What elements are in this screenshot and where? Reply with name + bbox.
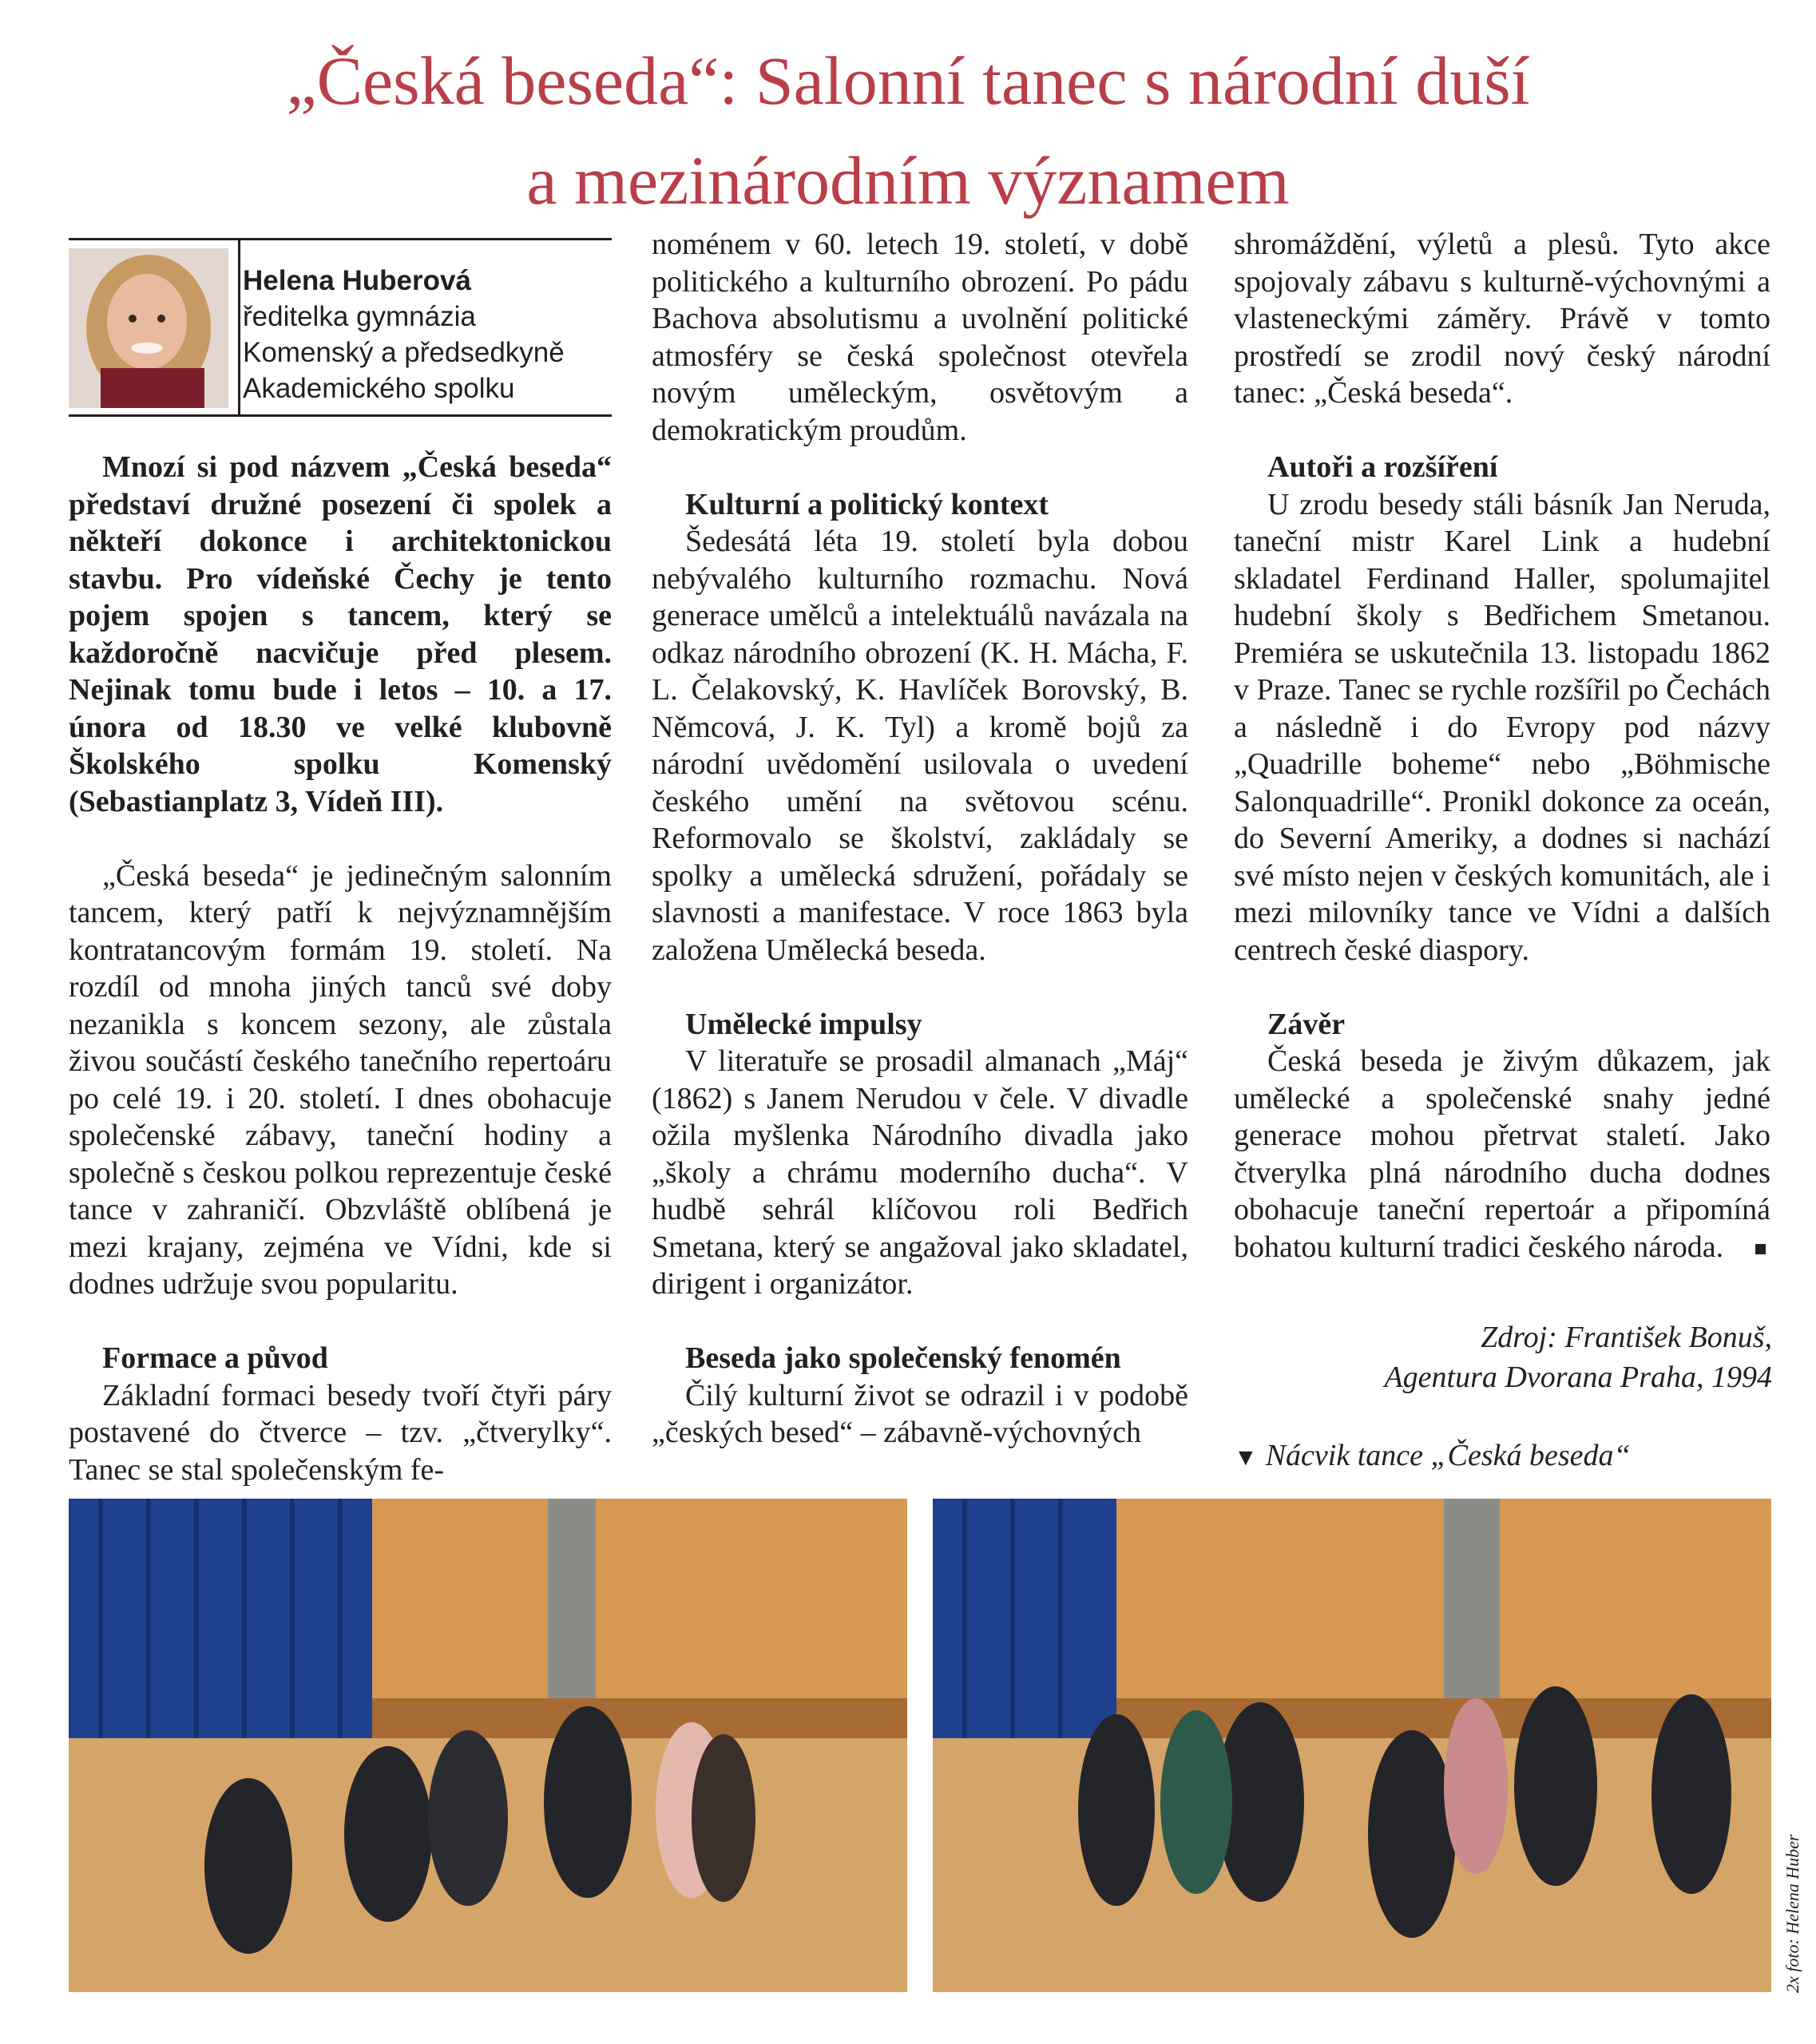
author-role-line: Komenský a předsedkyně xyxy=(243,337,565,368)
headline-line-2: a mezinárodním významem xyxy=(526,142,1290,219)
photo-credit: 2x foto: Helena Huber xyxy=(1782,1834,1802,1993)
lead-paragraph: Mnozí si pod názvem „Česká beseda“ představí družné posezení či spolek a někteří dokonce i architektonickou stavbu. Pro vídeňské Čechy je tento pojem spojen s tancem, který se každoročně nacvičuje před plesem. Nejinak tomu bude i letos – 10. a 17. února od 18.30 ve velké klubovně Školského spolku Komenský (Sebastianplatz 3, Vídeň III). xyxy=(69,450,612,818)
source-line: Agentura Dvorana Praha, 1994 xyxy=(1384,1361,1772,1394)
author-portrait xyxy=(69,248,228,408)
section-heading: Formace a původ xyxy=(102,1341,328,1375)
author-divider xyxy=(238,240,240,414)
body-paragraph: Čilý kulturní život se odrazil i v podobě „českých besed“ – zábavně-výchovných xyxy=(652,1378,1188,1449)
author-name: Helena Huberová xyxy=(243,265,471,296)
body-paragraph: Základní formaci besedy tvoří čtyři páry postavené do čtverce – tzv. „čtverylky“. Tanec se stal společenským fe- xyxy=(69,1378,612,1487)
section-heading: Beseda jako společenský fenomén xyxy=(685,1341,1121,1375)
section-heading: Umělecké impulsy xyxy=(685,1007,922,1041)
end-mark-icon xyxy=(1755,1244,1766,1254)
source-note xyxy=(1384,1317,1772,1397)
caption-text: Nácvik tance „Česká beseda“ xyxy=(1265,1439,1631,1472)
body-paragraph: „Česká beseda“ je jedinečným salonním tancem, který patří k nejvýznamnějším kontratancovým formám 19. století. Na rozdíl od mnoha jiných tanců své doby nezanikla s koncem sezony, ale zůstala živou součástí českého tanečního repertoáru po celé 19. i 20. století. I dnes obohacuje společenské zábavy, taneční hodiny a společně s českou polkou reprezentuje české tance v zahraničí. Obzvláště oblíbená je mezi krajany, zejména ve Vídni, kde si dodnes udržuje svou popularitu. xyxy=(69,858,612,1301)
body-paragraph: V literatuře se prosadil almanach „Máj“ (1862) s Janem Nerudou v čele. V divadle ožila myšlenka Národního divadla jako „školy a chrámu moderního ducha“. V hudbě sehrál klíčovou roli Bedřich Smetana, který se angažoval jako skladatel, dirigent i organizátor. xyxy=(652,1044,1188,1301)
article-column-3 xyxy=(1234,226,1770,1266)
section-heading: Autoři a rozšíření xyxy=(1267,450,1498,484)
closing-text: Česká beseda je živým důkazem, jak umělecké a společenské snahy jedné generace mohou přetrvat staletí. Jako čtverylka plná národního ducha dodnes obohacuje taneční repertoár a připomíná bohatou kulturní tradici českého národa. xyxy=(1234,1044,1770,1264)
author-box xyxy=(69,238,612,417)
body-paragraph: shromáždění, výletů a plesů. Tyto akce spojovaly zábavu s kulturně-výchovnými a vlasteneckými záměry. Právě v tomto prostředí se zrodil nový český národní tanec: „Česká beseda“. xyxy=(1234,228,1770,410)
author-role-line: Akademického spolku xyxy=(243,373,515,404)
photo-caption xyxy=(1234,1437,1631,1476)
body-paragraph: noménem v 60. letech 19. století, v době politického a kulturního obrození. Po pádu Bachova absolutismu a uvolnění politické atmosféry se česká společnost otevřela novým uměleckým, osvětovým a demokratickým proudům. xyxy=(652,228,1188,447)
author-info xyxy=(243,263,565,406)
article-column-1 xyxy=(69,449,612,1488)
dance-photo-left xyxy=(69,1499,907,1992)
body-paragraph: Šedesátá léta 19. století byla dobou nebývalého kulturního rozmachu. Nová generace umělců a intelektuálů navázala na odkaz národního obrození (K. H. Mácha, F. L. Čelakovský, K. Havlíček Borovský, B. Němcová, J. K. Tyl) a kromě bojů za národní uvědomění usilovala o uvedení českého umění na světovou scénu. Reformovalo se školství, zakládaly se spolky a umělecká sdružení, pořádaly se slavnosti a manifestace. V roce 1863 byla založena Umělecká beseda. xyxy=(652,525,1188,967)
closing-paragraph xyxy=(1234,1043,1770,1266)
source-line: Zdroj: František Bonuš, xyxy=(1481,1321,1772,1354)
author-role-line: ředitelka gymnázia xyxy=(243,301,476,332)
body-paragraph: U zrodu besedy stáli básník Jan Neruda, taneční mistr Karel Link a hudební skladatel Ferdinand Haller, spolumajitel hudební školy s Bedřichem Smetanou. Premiéra se uskutečnila 13. listopadu 1862 v Praze. Tanec se rychle rozšířil po Čechách a následně i do Evropy pod názvy „Quadrille boheme“ nebo „Böhmische Salonquadrille“. Pronikl dokonce za oceán, do Severní Ameriky, a dodnes si nachází své místo nejen v českých komunitách, ale i mezi milovníky tance ve Vídni a dalších centrech české diaspory. xyxy=(1234,487,1770,967)
article-column-2 xyxy=(652,226,1188,1452)
triangle-down-icon: ▼ xyxy=(1234,1444,1258,1471)
section-heading: Závěr xyxy=(1267,1007,1346,1041)
headline-line-1: „Česká beseda“: Salonní tanec s národní duší xyxy=(286,42,1530,119)
section-heading: Kulturní a politický kontext xyxy=(685,487,1049,521)
dance-photo-right xyxy=(933,1499,1771,1992)
